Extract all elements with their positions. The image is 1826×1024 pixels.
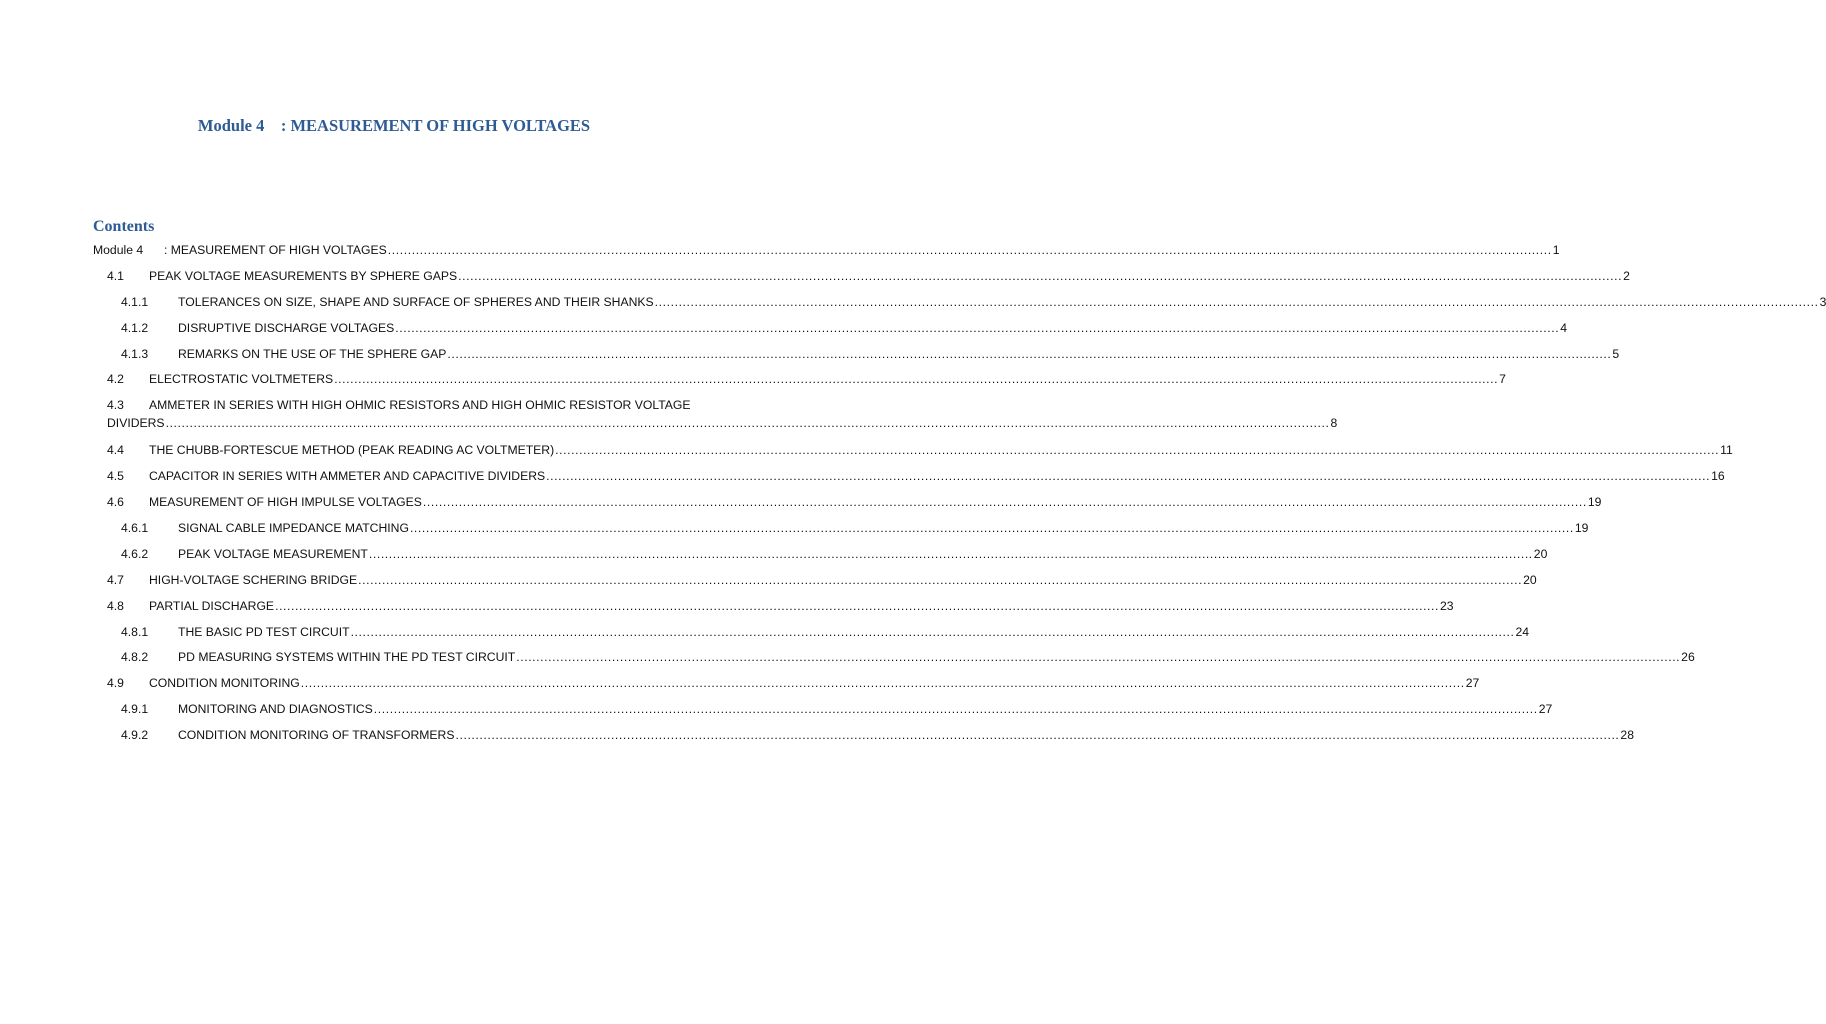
toc-leader bbox=[458, 267, 1622, 285]
toc-page-number: 7 bbox=[1499, 372, 1506, 387]
toc-entry-4-9-1[interactable] bbox=[93, 699, 1553, 725]
toc-number: Module 4 bbox=[93, 243, 144, 257]
toc-page-number: 2 bbox=[1623, 268, 1630, 283]
toc-title: MONITORING AND DIAGNOSTICS bbox=[178, 702, 373, 717]
toc-title: THE BASIC PD TEST CIRCUIT bbox=[178, 624, 350, 639]
toc-page-number: 11 bbox=[1720, 443, 1733, 458]
toc-leader bbox=[423, 493, 1587, 511]
toc-number: 4.6.1 bbox=[121, 521, 149, 536]
toc-entry-4-3[interactable] bbox=[93, 395, 1338, 440]
toc-title: AMMETER IN SERIES WITH HIGH OHMIC RESISTORS AND HIGH OHMIC RESISTOR VOLTAGE bbox=[149, 398, 691, 413]
toc-leader bbox=[395, 319, 1559, 337]
toc-title: CONDITION MONITORING bbox=[149, 676, 300, 691]
toc-leader bbox=[351, 623, 1515, 641]
toc-leader bbox=[655, 293, 1819, 311]
toc-number: 4.1.2 bbox=[121, 320, 149, 335]
toc-entry-4-6-1[interactable] bbox=[93, 518, 1589, 544]
toc-page-number: 23 bbox=[1440, 598, 1454, 613]
toc-entry-4-4[interactable] bbox=[93, 440, 1733, 466]
toc-leader bbox=[388, 241, 1552, 259]
toc-page-number: 19 bbox=[1574, 521, 1589, 536]
toc-number: 4.9.2 bbox=[121, 728, 149, 743]
toc-leader bbox=[546, 467, 1710, 485]
toc-entry-4-2[interactable] bbox=[93, 369, 1506, 395]
toc-title: TOLERANCES ON SIZE, SHAPE AND SURFACE OF SPHERES AND THEIR SHANKS bbox=[178, 294, 654, 309]
toc-number: 4.1.3 bbox=[121, 346, 149, 361]
toc-entry-4-9-2[interactable] bbox=[93, 725, 1634, 751]
toc-title: MEASUREMENT OF HIGH IMPULSE VOLTAGES bbox=[149, 495, 422, 510]
toc-title: REMARKS ON THE USE OF THE SPHERE GAP bbox=[178, 346, 447, 361]
toc-leader bbox=[301, 674, 1465, 692]
toc-title: PD MEASURING SYSTEMS WITHIN THE PD TEST CIRCUIT bbox=[178, 650, 516, 665]
toc-entry-4-1-1[interactable] bbox=[93, 292, 1826, 318]
toc-page-number: 27 bbox=[1538, 702, 1553, 717]
toc-number: 4.6 bbox=[107, 495, 124, 510]
toc-page-number: 26 bbox=[1681, 650, 1695, 665]
toc-title: PEAK VOLTAGE MEASUREMENTS BY SPHERE GAPS bbox=[149, 268, 458, 283]
toc-leader bbox=[447, 345, 1611, 363]
toc-number: 4.9 bbox=[107, 676, 124, 691]
toc-number: 4.1.1 bbox=[121, 294, 149, 309]
toc-page-number: 20 bbox=[1523, 572, 1537, 587]
toc-entry-4-9[interactable] bbox=[93, 673, 1480, 699]
toc-leader bbox=[374, 700, 1538, 718]
toc-page-number: 27 bbox=[1465, 676, 1480, 691]
toc-number: 4.1 bbox=[107, 268, 124, 283]
toc-leader bbox=[516, 648, 1680, 666]
toc-page-number: 3 bbox=[1819, 294, 1826, 309]
toc-leader bbox=[555, 441, 1719, 459]
toc-leader bbox=[410, 519, 1574, 537]
toc-page-number: 19 bbox=[1587, 495, 1602, 510]
toc-title-continuation: DIVIDERS bbox=[107, 416, 165, 431]
toc-page-number: 1 bbox=[1552, 243, 1560, 257]
toc-number: 4.8 bbox=[107, 598, 124, 613]
toc-title: CONDITION MONITORING OF TRANSFORMERS bbox=[178, 728, 455, 743]
toc-number: 4.8.2 bbox=[121, 650, 149, 665]
toc-number: 4.8.1 bbox=[121, 624, 149, 639]
toc-number: 4.6.2 bbox=[121, 546, 149, 561]
toc-entry-4-6-2[interactable] bbox=[93, 544, 1548, 570]
toc-entry-4-8[interactable] bbox=[93, 596, 1454, 622]
page-title: Module 4 : MEASUREMENT OF HIGH VOLTAGES bbox=[197, 116, 591, 135]
toc-title: PEAK VOLTAGE MEASUREMENT bbox=[178, 546, 368, 561]
toc-entry-module-4[interactable] bbox=[93, 240, 1560, 266]
toc-page-number: 5 bbox=[1612, 346, 1620, 361]
toc-leader bbox=[166, 414, 1330, 432]
toc-entry-4-1[interactable] bbox=[93, 266, 1630, 292]
toc-number: 4.2 bbox=[107, 372, 124, 387]
toc-leader bbox=[334, 370, 1498, 388]
toc-entry-4-8-2[interactable] bbox=[93, 647, 1695, 673]
toc-page-number: 28 bbox=[1620, 728, 1634, 743]
toc-title: CAPACITOR IN SERIES WITH AMMETER AND CAPACITIVE DIVIDERS bbox=[149, 469, 546, 484]
toc-entry-4-7[interactable] bbox=[93, 570, 1537, 596]
toc-number: 4.3 bbox=[107, 398, 124, 413]
toc-number: 4.5 bbox=[107, 469, 124, 484]
toc-leader bbox=[369, 545, 1533, 563]
toc-title: DISRUPTIVE DISCHARGE VOLTAGES bbox=[178, 320, 395, 335]
toc-page-number: 8 bbox=[1330, 416, 1338, 431]
toc-page-number: 4 bbox=[1560, 320, 1567, 335]
toc-title: THE CHUBB-FORTESCUE METHOD (PEAK READING AC VOLTMETER) bbox=[149, 443, 555, 458]
toc-number: 4.7 bbox=[107, 572, 124, 587]
toc-entry-4-1-2[interactable] bbox=[93, 318, 1567, 344]
toc-leader bbox=[455, 726, 1619, 744]
toc-leader bbox=[275, 597, 1439, 615]
toc-page-number: 24 bbox=[1515, 624, 1530, 639]
toc-entry-4-5[interactable] bbox=[93, 466, 1725, 492]
toc-entry-4-1-3[interactable] bbox=[93, 344, 1620, 370]
toc-entry-4-6[interactable] bbox=[93, 492, 1602, 518]
toc-title: ELECTROSTATIC VOLTMETERS bbox=[149, 372, 334, 387]
toc-title: SIGNAL CABLE IMPEDANCE MATCHING bbox=[178, 521, 409, 536]
toc-page-number: 16 bbox=[1711, 469, 1725, 484]
toc-number: 4.4 bbox=[107, 443, 124, 458]
toc-leader bbox=[358, 571, 1522, 589]
toc-number: 4.9.1 bbox=[121, 702, 149, 717]
toc-title: PARTIAL DISCHARGE bbox=[149, 598, 275, 613]
toc-page-number: 20 bbox=[1533, 546, 1548, 561]
toc-title: HIGH-VOLTAGE SCHERING BRIDGE bbox=[149, 572, 358, 587]
table-of-contents bbox=[93, 240, 1826, 751]
contents-heading: Contents bbox=[93, 218, 155, 235]
toc-title: : MEASUREMENT OF HIGH VOLTAGES bbox=[164, 243, 387, 257]
toc-entry-4-8-1[interactable] bbox=[93, 622, 1530, 648]
